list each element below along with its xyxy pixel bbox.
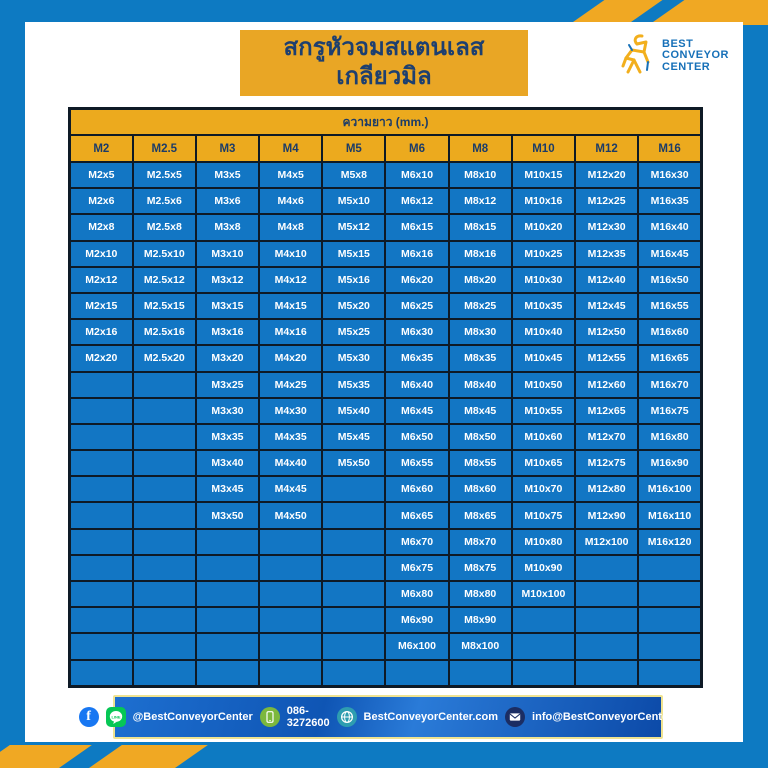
- size-cell: M8x15: [449, 214, 512, 240]
- column-header-m4: M4: [259, 135, 322, 162]
- size-cell: M10x100: [512, 581, 575, 607]
- size-cell: M12x80: [575, 476, 638, 502]
- size-cell: M8x25: [449, 293, 512, 319]
- column-header-m6: M6: [385, 135, 448, 162]
- size-cell: M10x90: [512, 555, 575, 581]
- size-cell: M8x50: [449, 424, 512, 450]
- empty-cell: [196, 660, 259, 687]
- size-cell: M8x30: [449, 319, 512, 345]
- size-cell: M8x45: [449, 398, 512, 424]
- company-logo: [620, 32, 738, 80]
- empty-cell: [133, 607, 196, 633]
- column-header-m12: M12: [575, 135, 638, 162]
- logo-line1: BEST: [662, 37, 694, 50]
- phone-icon: [260, 707, 280, 727]
- size-cell: M16x70: [638, 372, 701, 398]
- size-cell: M3x8: [196, 214, 259, 240]
- empty-cell: [638, 607, 701, 633]
- decor-stripe-bottom-left-1: [0, 745, 92, 768]
- empty-cell: [322, 529, 385, 555]
- size-cell: M2x10: [70, 241, 133, 267]
- size-cell: M6x15: [385, 214, 448, 240]
- column-header-m3: M3: [196, 135, 259, 162]
- empty-cell: [512, 660, 575, 687]
- size-cell: M2.5x15: [133, 293, 196, 319]
- size-cell: M3x10: [196, 241, 259, 267]
- size-cell: M5x30: [322, 345, 385, 371]
- empty-cell: [133, 633, 196, 659]
- size-cell: M16x110: [638, 502, 701, 528]
- column-header-m5: M5: [322, 135, 385, 162]
- size-cell: M16x65: [638, 345, 701, 371]
- size-cell: M2x16: [70, 319, 133, 345]
- table-row: [70, 502, 702, 528]
- empty-cell: [196, 581, 259, 607]
- size-cell: M4x8: [259, 214, 322, 240]
- size-cell: M8x16: [449, 241, 512, 267]
- size-cell: M10x15: [512, 162, 575, 188]
- table-row: [70, 162, 702, 188]
- size-cell: M12x20: [575, 162, 638, 188]
- size-cell: M16x100: [638, 476, 701, 502]
- size-cell: M6x45: [385, 398, 448, 424]
- size-cell: M8x80: [449, 581, 512, 607]
- size-cell: M8x60: [449, 476, 512, 502]
- decor-stripe-bottom-left-2: [86, 745, 208, 768]
- empty-cell: [70, 502, 133, 528]
- size-cell: M3x20: [196, 345, 259, 371]
- size-cell: M6x70: [385, 529, 448, 555]
- size-cell: M16x60: [638, 319, 701, 345]
- empty-cell: [70, 633, 133, 659]
- empty-cell: [575, 607, 638, 633]
- empty-cell: [133, 529, 196, 555]
- empty-cell: [70, 607, 133, 633]
- size-cell: M6x16: [385, 241, 448, 267]
- size-cell: M4x45: [259, 476, 322, 502]
- size-cell: M12x40: [575, 267, 638, 293]
- size-cell: M6x25: [385, 293, 448, 319]
- size-cell: M10x35: [512, 293, 575, 319]
- size-cell: M6x100: [385, 633, 448, 659]
- size-cell: M6x35: [385, 345, 448, 371]
- table-row: [70, 633, 702, 659]
- size-cell: M12x65: [575, 398, 638, 424]
- size-cell: M10x16: [512, 188, 575, 214]
- empty-cell: [638, 633, 701, 659]
- size-cell: M3x6: [196, 188, 259, 214]
- empty-cell: [322, 633, 385, 659]
- empty-cell: [259, 607, 322, 633]
- svg-text:LINE: LINE: [111, 714, 121, 720]
- empty-cell: [575, 633, 638, 659]
- size-cell: M6x30: [385, 319, 448, 345]
- size-cell: M3x12: [196, 267, 259, 293]
- size-cell: M4x40: [259, 450, 322, 476]
- size-cell: M6x55: [385, 450, 448, 476]
- table-row: [70, 188, 702, 214]
- size-cell: M4x10: [259, 241, 322, 267]
- size-cell: M12x60: [575, 372, 638, 398]
- empty-cell: [70, 660, 133, 687]
- social-handle-text: @BestConveyorCenter: [132, 711, 253, 723]
- size-cell: M10x25: [512, 241, 575, 267]
- empty-cell: [385, 660, 448, 687]
- size-cell: M6x10: [385, 162, 448, 188]
- size-cell: M2.5x16: [133, 319, 196, 345]
- size-cell: M2x8: [70, 214, 133, 240]
- size-cell: M16x35: [638, 188, 701, 214]
- size-table: [68, 107, 703, 688]
- size-cell: M16x90: [638, 450, 701, 476]
- empty-cell: [133, 555, 196, 581]
- size-cell: M5x25: [322, 319, 385, 345]
- size-cell: M8x75: [449, 555, 512, 581]
- size-cell: M8x55: [449, 450, 512, 476]
- globe-icon: [337, 707, 357, 727]
- empty-cell: [70, 555, 133, 581]
- empty-cell: [70, 529, 133, 555]
- empty-cell: [322, 581, 385, 607]
- size-cell: M3x25: [196, 372, 259, 398]
- empty-cell: [259, 581, 322, 607]
- email-icon: [505, 707, 525, 727]
- empty-cell: [259, 555, 322, 581]
- size-cell: M12x75: [575, 450, 638, 476]
- empty-cell: [259, 660, 322, 687]
- size-cell: M10x60: [512, 424, 575, 450]
- table-row: [70, 267, 702, 293]
- empty-cell: [70, 372, 133, 398]
- size-cell: M2x6: [70, 188, 133, 214]
- empty-cell: [196, 529, 259, 555]
- size-cell: M5x45: [322, 424, 385, 450]
- page-title: [240, 30, 528, 96]
- size-cell: M10x80: [512, 529, 575, 555]
- facebook-icon: f: [79, 707, 99, 727]
- page-title-line1: สกรูหัวจมสแตนเลส: [283, 34, 485, 62]
- column-header-m8: M8: [449, 135, 512, 162]
- size-cell: M16x50: [638, 267, 701, 293]
- empty-cell: [638, 660, 701, 687]
- table-row: [70, 241, 702, 267]
- empty-cell: [196, 607, 259, 633]
- size-cell: M5x16: [322, 267, 385, 293]
- empty-cell: [70, 424, 133, 450]
- size-cell: M8x20: [449, 267, 512, 293]
- size-cell: M5x50: [322, 450, 385, 476]
- size-cell: M4x50: [259, 502, 322, 528]
- size-cell: M16x55: [638, 293, 701, 319]
- size-cell: M16x80: [638, 424, 701, 450]
- size-cell: M3x50: [196, 502, 259, 528]
- size-cell: M2.5x20: [133, 345, 196, 371]
- size-cell: M2x12: [70, 267, 133, 293]
- empty-cell: [70, 581, 133, 607]
- empty-cell: [512, 633, 575, 659]
- empty-cell: [133, 476, 196, 502]
- size-cell: M12x90: [575, 502, 638, 528]
- size-cell: M4x5: [259, 162, 322, 188]
- size-cell: M12x45: [575, 293, 638, 319]
- size-cell: M6x50: [385, 424, 448, 450]
- size-cell: M6x20: [385, 267, 448, 293]
- size-table-wrapper: [68, 107, 703, 688]
- size-cell: M8x12: [449, 188, 512, 214]
- size-cell: M3x5: [196, 162, 259, 188]
- table-row: [70, 319, 702, 345]
- empty-cell: [133, 660, 196, 687]
- column-header-m16: M16: [638, 135, 701, 162]
- size-cell: M2x5: [70, 162, 133, 188]
- size-cell: M6x65: [385, 502, 448, 528]
- company-logo-text: [662, 39, 729, 74]
- size-cell: M8x10: [449, 162, 512, 188]
- size-cell: M2x20: [70, 345, 133, 371]
- size-cell: M4x30: [259, 398, 322, 424]
- size-cell: M10x20: [512, 214, 575, 240]
- empty-cell: [196, 633, 259, 659]
- empty-cell: [638, 555, 701, 581]
- table-row: [70, 450, 702, 476]
- size-cell: M8x40: [449, 372, 512, 398]
- size-cell: M10x40: [512, 319, 575, 345]
- size-cell: M5x35: [322, 372, 385, 398]
- empty-cell: [133, 450, 196, 476]
- size-cell: M8x35: [449, 345, 512, 371]
- size-cell: M12x25: [575, 188, 638, 214]
- size-cell: M12x55: [575, 345, 638, 371]
- line-icon: [106, 707, 126, 727]
- size-cell: M10x45: [512, 345, 575, 371]
- size-cell: M16x30: [638, 162, 701, 188]
- empty-cell: [70, 450, 133, 476]
- empty-cell: [575, 581, 638, 607]
- email-text: info@BestConveyorCenter.com: [532, 711, 698, 723]
- size-cell: M10x65: [512, 450, 575, 476]
- phone-number-text: 086-3272600: [286, 705, 330, 729]
- size-cell: M3x40: [196, 450, 259, 476]
- size-cell: M4x15: [259, 293, 322, 319]
- size-cell: M4x12: [259, 267, 322, 293]
- table-row: [70, 214, 702, 240]
- logo-line2: CONVEYOR: [662, 49, 729, 62]
- size-cell: M12x100: [575, 529, 638, 555]
- empty-cell: [322, 660, 385, 687]
- size-cell: M16x45: [638, 241, 701, 267]
- size-cell: M5x20: [322, 293, 385, 319]
- size-cell: M10x55: [512, 398, 575, 424]
- page-title-line2: เกลียวมิล: [336, 63, 432, 90]
- size-cell: M5x8: [322, 162, 385, 188]
- table-row: [70, 476, 702, 502]
- empty-cell: [259, 633, 322, 659]
- size-cell: M4x16: [259, 319, 322, 345]
- empty-cell: [322, 607, 385, 633]
- size-cell: M3x15: [196, 293, 259, 319]
- size-cell: M8x90: [449, 607, 512, 633]
- size-cell: M3x30: [196, 398, 259, 424]
- size-cell: M2.5x5: [133, 162, 196, 188]
- empty-cell: [322, 476, 385, 502]
- size-cell: M2.5x8: [133, 214, 196, 240]
- size-cell: M10x50: [512, 372, 575, 398]
- size-cell: M12x70: [575, 424, 638, 450]
- table-row: [70, 424, 702, 450]
- empty-cell: [133, 372, 196, 398]
- empty-cell: [133, 581, 196, 607]
- size-cell: M3x45: [196, 476, 259, 502]
- size-cell: M6x80: [385, 581, 448, 607]
- size-cell: M12x50: [575, 319, 638, 345]
- size-cell: M12x30: [575, 214, 638, 240]
- size-cell: M4x20: [259, 345, 322, 371]
- table-row: [70, 293, 702, 319]
- column-header-m10: M10: [512, 135, 575, 162]
- size-cell: M5x12: [322, 214, 385, 240]
- empty-cell: [133, 398, 196, 424]
- size-cell: M3x35: [196, 424, 259, 450]
- empty-cell: [322, 502, 385, 528]
- empty-cell: [449, 660, 512, 687]
- empty-cell: [575, 555, 638, 581]
- size-cell: M6x90: [385, 607, 448, 633]
- empty-cell: [322, 555, 385, 581]
- table-row: [70, 581, 702, 607]
- size-cell: M2.5x10: [133, 241, 196, 267]
- empty-cell: [512, 607, 575, 633]
- size-cell: M4x35: [259, 424, 322, 450]
- empty-cell: [196, 555, 259, 581]
- size-cell: M8x65: [449, 502, 512, 528]
- size-cell: M2.5x12: [133, 267, 196, 293]
- table-row: [70, 345, 702, 371]
- size-cell: M16x120: [638, 529, 701, 555]
- size-cell: M10x70: [512, 476, 575, 502]
- size-cell: M6x40: [385, 372, 448, 398]
- table-row: [70, 607, 702, 633]
- website-text: BestConveyorCenter.com: [363, 711, 499, 723]
- table-row: [70, 555, 702, 581]
- goat-logo-icon: [620, 32, 656, 81]
- size-cell: M3x16: [196, 319, 259, 345]
- size-cell: M10x30: [512, 267, 575, 293]
- table-row: [70, 660, 702, 687]
- size-cell: M6x75: [385, 555, 448, 581]
- empty-cell: [259, 529, 322, 555]
- empty-cell: [70, 476, 133, 502]
- size-cell: M4x6: [259, 188, 322, 214]
- size-cell: M8x100: [449, 633, 512, 659]
- content-card: [25, 22, 743, 742]
- size-cell: M12x35: [575, 241, 638, 267]
- size-cell: M6x12: [385, 188, 448, 214]
- column-header-m2.5: M2.5: [133, 135, 196, 162]
- size-cell: M5x15: [322, 241, 385, 267]
- size-cell: M16x75: [638, 398, 701, 424]
- empty-cell: [70, 398, 133, 424]
- table-span-header: ความยาว (mm.): [70, 109, 702, 136]
- column-header-m2: M2: [70, 135, 133, 162]
- table-row: [70, 372, 702, 398]
- size-cell: M16x40: [638, 214, 701, 240]
- size-cell: M5x40: [322, 398, 385, 424]
- size-cell: M10x75: [512, 502, 575, 528]
- size-cell: M8x70: [449, 529, 512, 555]
- table-row: [70, 529, 702, 555]
- size-cell: M6x60: [385, 476, 448, 502]
- size-cell: M2.5x6: [133, 188, 196, 214]
- table-row: [70, 398, 702, 424]
- empty-cell: [133, 424, 196, 450]
- size-cell: M2x15: [70, 293, 133, 319]
- empty-cell: [133, 502, 196, 528]
- size-cell: M4x25: [259, 372, 322, 398]
- empty-cell: [575, 660, 638, 687]
- logo-line3: CENTER: [662, 60, 711, 73]
- size-cell: M5x10: [322, 188, 385, 214]
- empty-cell: [638, 581, 701, 607]
- contact-footer-bar: [86, 695, 698, 739]
